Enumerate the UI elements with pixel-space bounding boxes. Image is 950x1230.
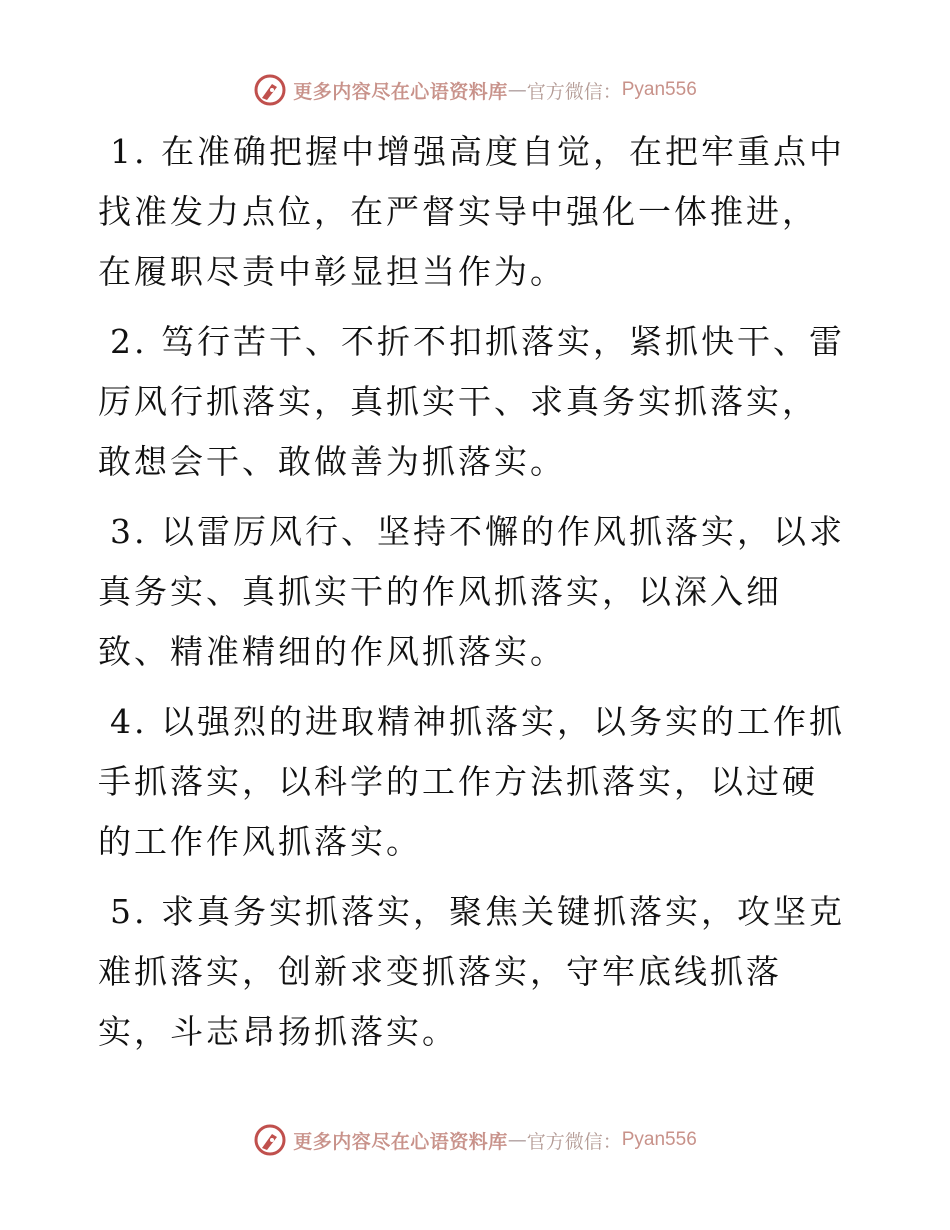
banner-wechat-id: Pyan556 <box>621 1129 697 1150</box>
paragraph-4: 4. 以强烈的进取精神抓落实，以务实的工作抓手抓落实，以科学的工作方法抓落实，以过硬的工作作风抓落实。 <box>98 702 845 861</box>
pen-nib-logo-icon <box>253 1123 287 1157</box>
banner-text: 更多内容尽在心语资料库 <box>293 1130 508 1153</box>
banner-separator: — <box>507 1129 527 1151</box>
paragraph-1: 1. 在准确把握中增强高度自觉，在把牢重点中找准发力点位，在严督实导中强化一体推进，在履职尽责中彰显担当作为。 <box>98 132 845 291</box>
paragraph-2: 2. 笃行苦干、不折不扣抓落实，紧抓快干、雷厉风行抓落实，真抓实干、求真务实抓落实，敢想会干、敢做善为抓落实。 <box>98 322 845 481</box>
banner-text: 更多内容尽在心语资料库 <box>293 80 508 103</box>
paragraph-3: 3. 以雷厉风行、坚持不懈的作风抓落实，以求真务实、真抓实干的作风抓落实，以深入细致、精准精细的作风抓落实。 <box>98 512 845 671</box>
banner-separator: — <box>507 79 527 101</box>
document-body <box>98 122 850 1072</box>
banner-wechat-label: 官方微信： <box>526 80 622 103</box>
header-banner <box>0 70 950 110</box>
banner-wechat-label: 官方微信： <box>526 1130 622 1153</box>
footer-banner <box>0 1120 950 1160</box>
paragraph-5: 5. 求真务实抓落实，聚焦关键抓落实，攻坚克难抓落实，创新求变抓落实，守牢底线抓落实，斗志昂扬抓落实。 <box>98 892 845 1051</box>
banner-wechat-id: Pyan556 <box>621 79 697 100</box>
pen-nib-logo-icon <box>253 73 287 107</box>
